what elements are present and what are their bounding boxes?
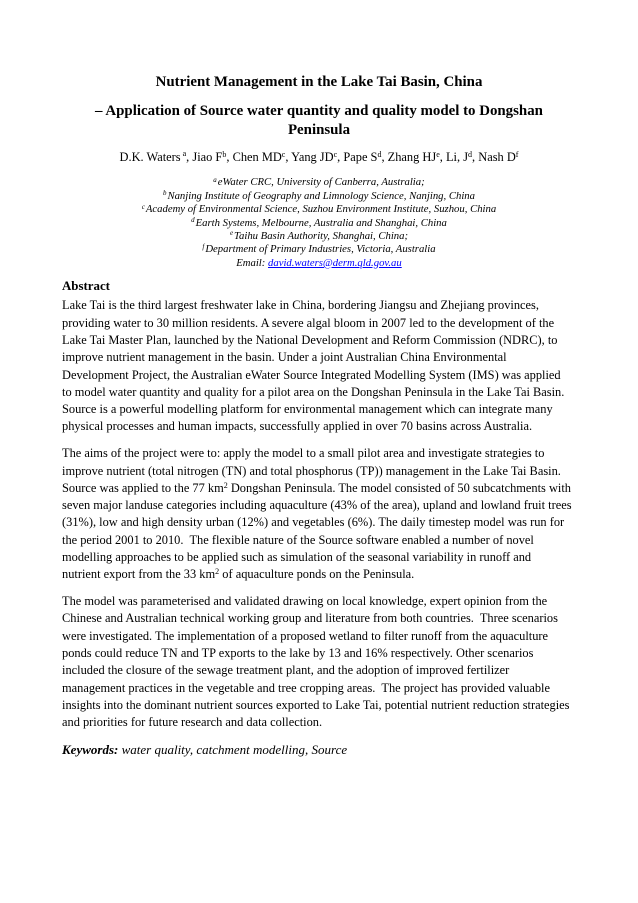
author-name: Jiao F xyxy=(192,149,223,164)
title-line: – Application of Source water quantity and quality model to Dongshan xyxy=(95,102,543,119)
author-affiliation-mark: a xyxy=(182,149,187,159)
abstract-line: Source is a powerful modelling platform for environmental management which can integrate many xyxy=(62,402,553,417)
paper-title xyxy=(62,73,576,140)
abstract-line: (31%), low and high density urban (12%) and vegetables (6%). The daily timestep model was run for xyxy=(62,515,565,530)
affiliation-list xyxy=(62,176,576,270)
affiliation-text: Department of Primary Industries, Victoria, Australia xyxy=(205,243,436,256)
abstract-paragraph xyxy=(62,297,576,435)
author-name: Nash D xyxy=(478,149,516,164)
author-name: D.K. Waters xyxy=(119,149,181,164)
keywords-label: Keywords: xyxy=(62,741,119,757)
abstract-line: physical processes and human impacts, successfully applied in over 70 basins across Australia. xyxy=(62,419,533,434)
abstract-line: included the closure of the sewage treatment plant, and the adoption of improved fertilizer xyxy=(62,663,510,678)
title-line: Nutrient Management in the Lake Tai Basin, China xyxy=(155,73,483,90)
superscript: 2 xyxy=(223,480,228,490)
line-text: Source was applied to the 77 km xyxy=(62,480,224,495)
affiliation-mark: e xyxy=(229,229,234,238)
affiliation-line xyxy=(62,190,576,203)
abstract-line xyxy=(62,480,576,497)
author-name: Li, J xyxy=(445,149,469,164)
affiliation-line xyxy=(62,243,576,256)
email-link[interactable]: david.waters@derm.qld.gov.au xyxy=(268,256,402,269)
abstract-line: Chinese and Australian technical working group and literature from both countries. Three scenarios xyxy=(62,611,558,626)
abstract-paragraph xyxy=(62,445,576,583)
affiliation-text: Academy of Environmental Science, Suzhou Environment Institute, Suzhou, China xyxy=(145,203,497,216)
author-affiliation-mark: c xyxy=(281,149,286,159)
abstract-line: improve nutrient (total nitrogen (TN) and total phosphorus (TP)) management in the Lake Tai Basin. xyxy=(62,463,561,478)
author-separator: , xyxy=(337,149,344,164)
abstract-line: Development Project, the Australian eWater Source Integrated Modelling System (IMS) was applied xyxy=(62,367,561,382)
abstract-line: seven major landuse categories including aquaculture (43% of the area), upland and lowland fruit trees xyxy=(62,498,572,513)
affiliation-line xyxy=(62,203,576,216)
author-affiliation-mark: d xyxy=(468,149,473,159)
author-affiliation-mark: e xyxy=(436,149,440,159)
line-text: Dongshan Peninsula. The model consisted of 50 subcatchments with xyxy=(227,480,571,495)
author-name: Chen MD xyxy=(232,149,282,164)
keywords-line xyxy=(62,741,576,758)
author-affiliation-mark: f xyxy=(515,149,519,159)
affiliation-mark: c xyxy=(141,202,145,211)
affiliation-mark: b xyxy=(162,189,167,198)
abstract-line: the period 2001 to 2010. The flexible nature of the Source software enabled a number of novel xyxy=(62,532,534,547)
abstract-line: modelling approaches to be applied such as simulation of the seasonal variability in runoff and xyxy=(62,549,532,564)
abstract-line: ponds could reduce TN and TP exports to the lake by 13 and 16% respectively. Other scenarios xyxy=(62,645,534,660)
email-label: Email: xyxy=(236,256,266,269)
abstract-line: Lake Tai Master Plan, launched by the National Development and Reform Commission (NDRC), to xyxy=(62,332,558,347)
abstract-paragraph xyxy=(62,593,576,731)
abstract-heading: Abstract xyxy=(62,279,110,294)
abstract-line: The aims of the project were to: apply the model to a small pilot area and investigate strategies to xyxy=(62,446,545,461)
line-text: nutrient export from the 33 km xyxy=(62,567,216,582)
author-separator: , xyxy=(226,149,233,164)
author-separator: , xyxy=(285,149,292,164)
affiliation-mark: d xyxy=(191,216,195,225)
affiliation-text: Earth Systems, Melbourne, Australia and Shanghai, China xyxy=(195,216,447,229)
abstract-line xyxy=(62,566,576,583)
abstract-line: providing water to 30 million residents. A severe algal bloom in 2007 led to the development of the xyxy=(62,315,555,330)
affiliation-mark: a xyxy=(213,175,217,184)
email-line xyxy=(62,257,576,270)
abstract-section xyxy=(62,278,576,758)
author-affiliation-mark: d xyxy=(377,149,382,159)
author-name: Yang JD xyxy=(291,149,334,164)
abstract-line: The model was parameterised and validated drawing on local knowledge, expert opinion from the xyxy=(62,594,548,609)
author-separator: , xyxy=(439,149,446,164)
affiliation-mark: f xyxy=(202,242,205,251)
title-line: Peninsula xyxy=(287,121,351,138)
abstract-line: Lake Tai is the third largest freshwater lake in China, bordering Jiangsu and Zhejiang provinces, xyxy=(62,298,539,313)
affiliation-text: Nanjing Institute of Geography and Limnology Science, Nanjing, China xyxy=(167,189,475,202)
line-text: of aquaculture ponds on the Peninsula. xyxy=(219,567,415,582)
author-affiliation-mark: c xyxy=(333,149,338,159)
author-separator: , xyxy=(186,149,193,164)
author-name: Zhang HJ xyxy=(387,149,437,164)
author-affiliation-mark: b xyxy=(222,149,227,159)
author-separator: , xyxy=(381,149,388,164)
author-name: Pape S xyxy=(343,149,378,164)
abstract-line: improve nutrient management in the basin. Under a joint Australian China Environmental xyxy=(62,350,507,365)
superscript: 2 xyxy=(215,567,220,577)
author-list xyxy=(62,148,576,167)
affiliation-line xyxy=(62,230,576,243)
abstract-line: insights into the dominant nutrient sources exported to Lake Tai, potential nutrient reduction strategies xyxy=(62,697,570,712)
author-separator: , xyxy=(472,149,479,164)
abstract-line: and priorities for future research and data collection. xyxy=(62,715,323,730)
abstract-line: to model water quantity and quality for a pilot area on the Dongshan Peninsula in the Lake Tai Basin. xyxy=(62,384,565,399)
abstract-line: management practices in the vegetable and tree cropping areas. The project has provided valuable xyxy=(62,680,550,695)
keywords-value: water quality, catchment modelling, Source xyxy=(121,741,348,757)
affiliation-line xyxy=(62,176,576,189)
affiliation-text: Taihu Basin Authority, Shanghai, China; xyxy=(234,229,409,242)
affiliation-text: eWater CRC, University of Canberra, Australia; xyxy=(217,176,425,189)
abstract-line: were investigated. The implementation of a proposed wetland to filter runoff from the aquaculture xyxy=(62,628,549,643)
affiliation-line xyxy=(62,217,576,230)
